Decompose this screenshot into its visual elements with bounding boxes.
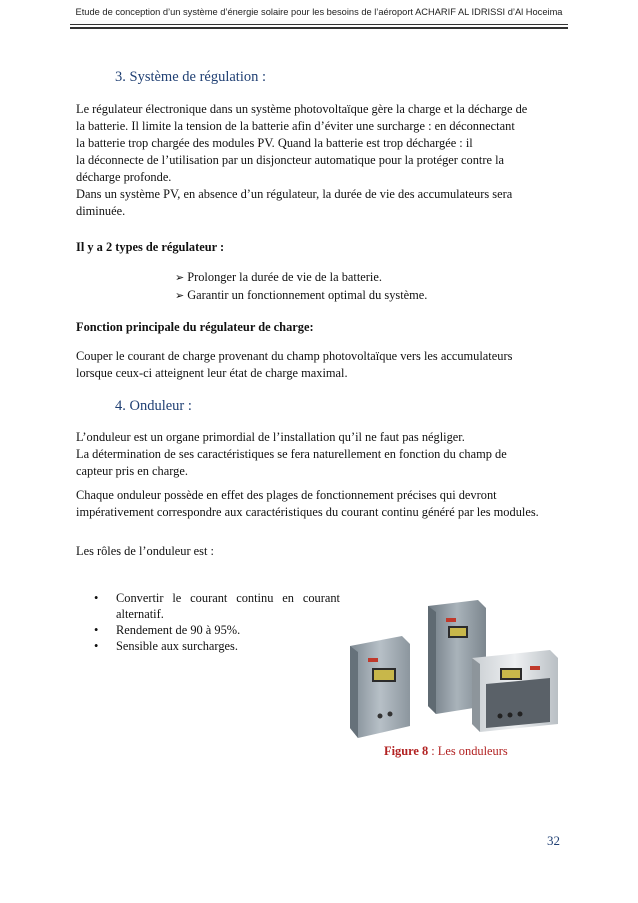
inverter-right bbox=[472, 650, 558, 732]
arrow-bullet-icon: ➢ bbox=[175, 290, 185, 302]
inverters-photo bbox=[350, 598, 560, 743]
inverter-left bbox=[350, 636, 410, 738]
section-4-paragraph-2 bbox=[76, 487, 562, 521]
page-number: 32 bbox=[547, 833, 560, 848]
text-line: capteur pris en charge. bbox=[76, 464, 188, 478]
function-paragraph bbox=[76, 348, 562, 382]
text-line: impérativement correspondre aux caractéristiques du courant continu généré par les modules. bbox=[76, 505, 539, 519]
header-rule bbox=[70, 24, 568, 25]
function-heading: Fonction principale du régulateur de charge: bbox=[76, 320, 314, 334]
text-line: la batterie. Il limite la tension de la batterie afin d’éviter une surcharge : en déconnectant bbox=[76, 119, 515, 133]
section-4-paragraph-1 bbox=[76, 429, 562, 480]
running-header: Etude de conception d’un système d’énergie solaire pour les besoins de l’aéroport ACHARIF AL IDRISSI d’Al Hoceima bbox=[75, 7, 563, 17]
roles-heading: Les rôles de l’onduleur est : bbox=[76, 544, 214, 558]
bullet-icon: • bbox=[94, 623, 99, 637]
bullet-icon: • bbox=[94, 639, 99, 653]
bullet-icon: • bbox=[94, 591, 99, 605]
text-line: la déconnecte de l’utilisation par un disjoncteur automatique pour la protéger contre la bbox=[76, 153, 505, 167]
text-line: Dans un système PV, en absence d’un régulateur, la durée de vie des accumulateurs sera bbox=[76, 187, 513, 201]
types-heading: Il y a 2 types de régulateur : bbox=[76, 240, 225, 254]
section-3-paragraph bbox=[76, 101, 562, 220]
figure-caption bbox=[384, 744, 508, 759]
type-item: ➢ Garantir un fonctionnement optimal du système. bbox=[175, 288, 428, 302]
text-line: Le régulateur électronique dans un système photovoltaïque gère la charge et la décharge de bbox=[76, 102, 528, 116]
arrow-bullet-icon: ➢ bbox=[175, 272, 185, 284]
section-3-title: 3. Système de régulation : bbox=[115, 69, 267, 85]
roles-list bbox=[94, 590, 340, 654]
text-line: Chaque onduleur possède en effet des plages de fonctionnement précises qui devront bbox=[76, 488, 497, 502]
list-item: • Convertir le courant continu en courant alternatif. bbox=[94, 591, 340, 621]
list-item: • Rendement de 90 à 95%. bbox=[94, 623, 241, 637]
figure-label: Figure 8 bbox=[384, 744, 429, 758]
text-line: La détermination de ses caractéristiques se fera naturellement en fonction du champ de bbox=[76, 447, 507, 461]
text-line: lorsque ceux-ci atteignent leur état de charge maximal. bbox=[76, 366, 348, 380]
type-item: ➢ Prolonger la durée de vie de la batterie. bbox=[175, 270, 382, 284]
figure-caption-text: : Les onduleurs bbox=[428, 744, 508, 758]
text-line: la batterie trop chargée des modules PV. Quand la batterie est trop déchargée : il bbox=[76, 136, 473, 150]
text-line: diminuée. bbox=[76, 204, 126, 218]
list-item: • Sensible aux surcharges. bbox=[94, 639, 238, 653]
text-line: L’onduleur est un organe primordial de l’installation qu’il ne faut pas négliger. bbox=[76, 430, 465, 444]
text-line: Couper le courant de charge provenant du champ photovoltaïque vers les accumulateurs bbox=[76, 349, 513, 363]
section-4-title: 4. Onduleur : bbox=[115, 398, 192, 414]
header-rule-thick bbox=[70, 27, 568, 29]
text-line: décharge profonde. bbox=[76, 170, 172, 184]
